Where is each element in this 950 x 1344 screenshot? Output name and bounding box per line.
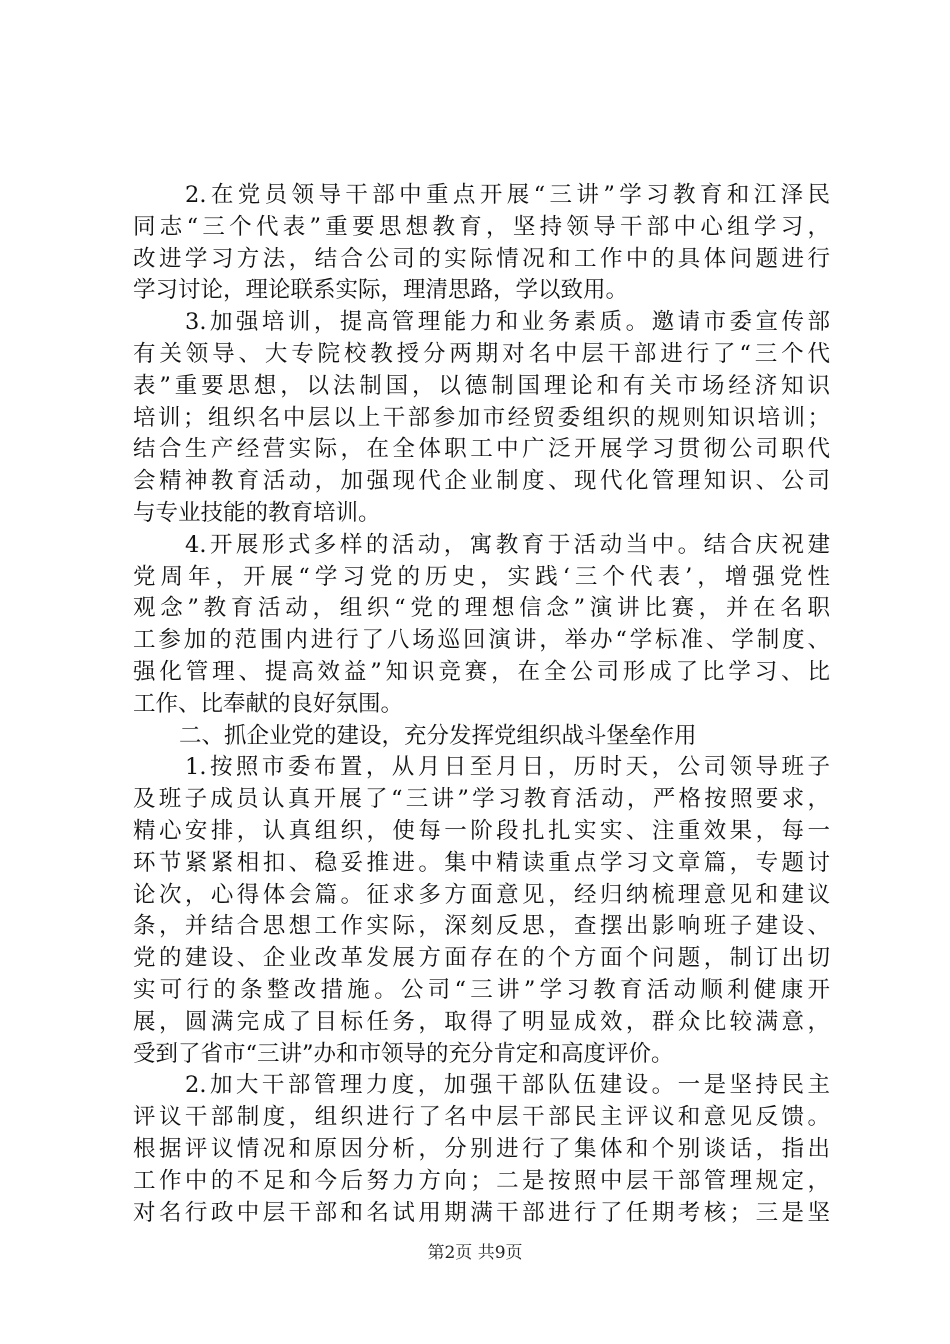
paragraph-line: 评议干部制度，组织进行了名中层干部民主评议和意见反馈。 — [133, 1104, 830, 1131]
paragraph-line: 展，圆满完成了目标任务，取得了明显成效，群众比较满意， — [133, 1008, 830, 1035]
paragraph-line: 改进学习方法，结合公司的实际情况和工作中的具体问题进行 — [133, 245, 830, 272]
paragraph-line: 根据评议情况和原因分析，分别进行了集体和个别谈话，指出 — [133, 1135, 830, 1162]
paragraph-line: 3.加强培训，提高管理能力和业务素质。邀请市委宣传部 — [185, 309, 830, 336]
paragraph-line: 与专业技能的教育培训。 — [133, 499, 381, 526]
paragraph-line: 同志“三个代表”重要思想教育，坚持领导干部中心组学习， — [133, 213, 830, 240]
paragraph-line: 受到了省市“三讲”办和市领导的充分肯定和高度评价。 — [133, 1040, 674, 1067]
paragraph-line: 工参加的范围内进行了八场巡回演讲，举办“学标准、学制度、 — [133, 627, 830, 654]
paragraph-line: 党周年，开展“学习党的历史，实践‘三个代表’，增强党性 — [133, 563, 830, 590]
paragraph-line: 论次，心得体会篇。征求多方面意见，经归纳梳理意见和建议 — [133, 881, 830, 908]
paragraph-line: 对名行政中层干部和名试用期满干部进行了任期考核；三是坚 — [133, 1199, 830, 1226]
paragraph-line: 观念”教育活动，组织“党的理想信念”演讲比赛，并在名职 — [133, 595, 830, 622]
paragraph-line: 2.在党员领导干部中重点开展“三讲”学习教育和江泽民 — [185, 182, 830, 208]
paragraph-line: 环节紧紧相扣、稳妥推进。集中精读重点学习文章篇，专题讨 — [133, 849, 830, 876]
paragraph-line: 精心安排，认真组织，使每一阶段扎扎实实、注重效果，每一 — [133, 817, 830, 844]
paragraph-line: 条，并结合思想工作实际，深刻反思，查摆出影响班子建设、 — [133, 913, 830, 940]
paragraph-line: 实可行的条整改措施。公司“三讲”学习教育活动顺利健康开 — [133, 976, 830, 1003]
paragraph-line: 强化管理、提高效益”知识竞赛，在全公司形成了比学习、比 — [133, 658, 830, 685]
paragraph-line: 2.加大干部管理力度，加强干部队伍建设。一是坚持民主 — [185, 1072, 830, 1099]
paragraph-line: 及班子成员认真开展了“三讲”学习教育活动，严格按照要求， — [133, 786, 830, 813]
page-number-footer: 第2页 共9页 — [427, 1243, 523, 1263]
paragraph-line: 工作、比奉献的良好氛围。 — [133, 690, 404, 717]
paragraph-line: 工作中的不足和今后努力方向；二是按照中层干部管理规定， — [133, 1167, 830, 1194]
paragraph-line: 1.按照市委布置，从月日至月日，历时天，公司领导班子 — [185, 754, 830, 781]
paragraph-line: 会精神教育活动，加强现代企业制度、现代化管理知识、公司 — [133, 468, 830, 495]
paragraph-line: 学习讨论，理论联系实际，理清思路，学以致用。 — [133, 277, 629, 304]
section-heading: 二、抓企业党的建设，充分发挥党组织战斗堡垒作用 — [179, 722, 697, 749]
paragraph-line: 4.开展形式多样的活动，寓教育于活动当中。结合庆祝建 — [185, 531, 830, 558]
document-body — [133, 180, 830, 1229]
paragraph-line: 党的建设、企业改革发展方面存在的个方面个问题，制订出切 — [133, 945, 830, 972]
paragraph-line: 表”重要思想，以法制国，以德制国理论和有关市场经济知识 — [133, 372, 830, 399]
paragraph-line: 有关领导、大专院校教授分两期对名中层干部进行了“三个代 — [133, 340, 830, 367]
paragraph-line: 结合生产经营实际，在全体职工中广泛开展学习贯彻公司职代 — [133, 436, 830, 463]
paragraph-line: 培训；组织名中层以上干部参加市经贸委组织的规则知识培训； — [133, 404, 830, 431]
